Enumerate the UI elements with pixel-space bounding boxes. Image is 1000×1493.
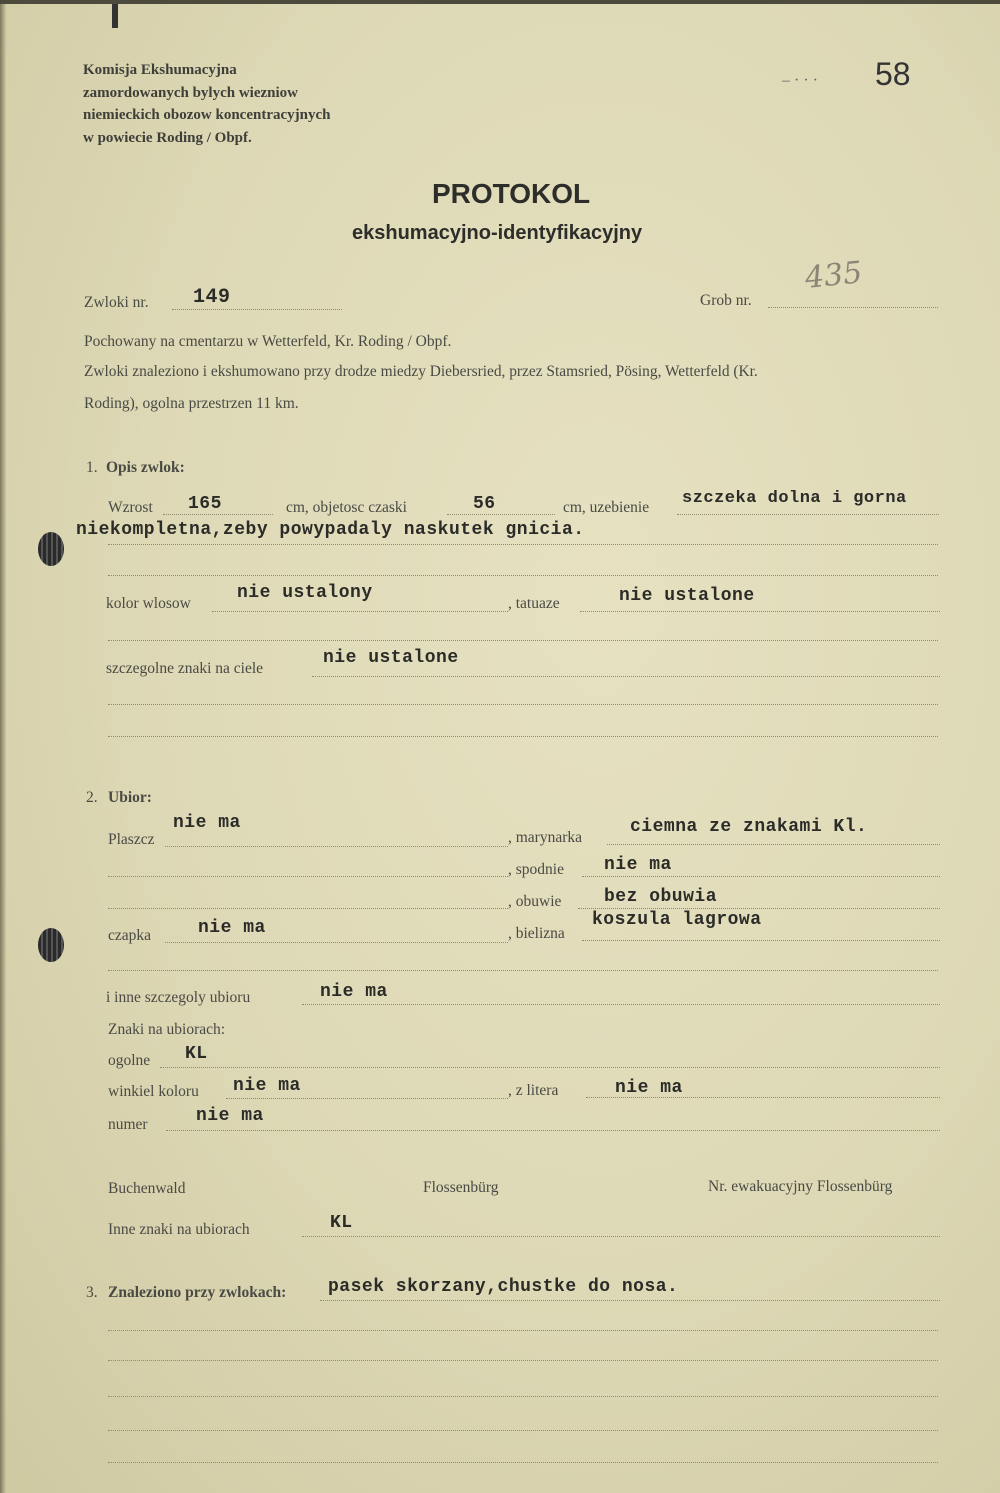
org-line-4: w powiecie Roding / Obpf. <box>83 130 252 146</box>
czapka-value: nie ma <box>198 918 266 938</box>
camp-evac-number: Nr. ewakuacyjny Flossenbürg <box>708 1178 893 1195</box>
inne-znaki-value: KL <box>330 1213 353 1233</box>
blank-line-12 <box>108 1462 938 1463</box>
ogolne-label: ogolne <box>108 1052 151 1069</box>
znaki-value: nie ustalone <box>323 648 459 668</box>
ogolne-value: KL <box>185 1044 208 1064</box>
org-line-1: Komisja Ekshumacyjna <box>83 62 237 78</box>
blank-line-4 <box>108 736 938 737</box>
uzebienie-value-continued: niekompletna,zeby powypadaly naskutek gnicia. <box>76 520 585 540</box>
top-punch-mark <box>112 0 118 28</box>
bielizna-value: koszula lagrowa <box>592 910 762 930</box>
wlosy-label: kolor wlosow <box>106 595 191 612</box>
section2-heading: Ubior: <box>108 789 152 806</box>
znaki-ubiory-heading: Znaki na ubiorach: <box>108 1021 226 1038</box>
obuwie-value: bez obuwia <box>604 887 718 907</box>
wzrost-label: Wzrost <box>108 499 153 516</box>
czaszka-line <box>447 514 555 515</box>
intro-line-3: Roding), ogolna przestrzen 11 km. <box>84 395 299 412</box>
section1-heading: Opis zwlok: <box>106 459 185 476</box>
czapka-label: czapka <box>108 927 152 944</box>
plaszcz-line <box>165 846 508 847</box>
page-number: 58 <box>875 56 911 92</box>
section2-number: 2. <box>86 789 98 806</box>
blank-line-10 <box>108 1396 938 1397</box>
wlosy-line <box>212 611 508 612</box>
intro-line-2: Zwloki znaleziono i ekshumowano przy drodze miedzy Diebersried, przez Stamsried, Pösing, Wetterfeld (Kr. <box>84 363 758 380</box>
grob-handwritten: 435 <box>803 255 864 296</box>
blank-line-6 <box>108 908 508 909</box>
uzebienie-line-2 <box>108 544 938 545</box>
section3-heading: Znaleziono przy zwlokach: <box>108 1284 287 1301</box>
inne-label: i inne szczegoly ubioru <box>106 989 251 1006</box>
plaszcz-label: Plaszcz <box>108 831 155 848</box>
camp-flossenburg: Flossenbürg <box>423 1179 499 1196</box>
camp-buchenwald: Buchenwald <box>108 1180 186 1197</box>
wlosy-value: nie ustalony <box>237 583 373 603</box>
section3-number: 3. <box>86 1284 98 1301</box>
marynarka-line <box>607 844 940 845</box>
blank-line-1 <box>108 575 938 576</box>
winkiel-value: nie ma <box>233 1076 301 1096</box>
document-subtitle: ekshumacyjno-identyfikacyjny <box>352 222 643 244</box>
czapka-line <box>165 942 508 943</box>
czaszka-value: 56 <box>473 494 496 514</box>
inne-znaki-label: Inne znaki na ubiorach <box>108 1221 250 1238</box>
winkiel-label: winkiel koloru <box>108 1083 199 1100</box>
litera-label: , z litera <box>508 1082 559 1099</box>
obuwie-label: , obuwie <box>508 893 562 910</box>
numer-label: numer <box>108 1116 148 1133</box>
blank-line-11 <box>108 1430 938 1431</box>
uzebienie-value: szczeka dolna i gorna <box>682 489 907 508</box>
grob-line <box>768 307 938 308</box>
inne-line <box>302 1004 940 1005</box>
document-title: PROTOKOL <box>432 178 591 209</box>
zwloki-line <box>172 309 342 310</box>
uzebienie-line <box>677 514 939 515</box>
page-number-dashes: – · · · <box>782 72 818 89</box>
blank-line-3 <box>108 704 938 705</box>
spodnie-label: , spodnie <box>508 861 564 878</box>
inne-value: nie ma <box>320 982 388 1002</box>
wzrost-value: 165 <box>188 494 222 514</box>
uzebienie-label: cm, uzebienie <box>563 499 650 516</box>
numer-value: nie ma <box>196 1106 264 1126</box>
winkiel-line <box>226 1098 508 1099</box>
blank-line-8 <box>108 1330 938 1331</box>
litera-value: nie ma <box>615 1078 683 1098</box>
wzrost-line <box>163 514 273 515</box>
grob-label: Grob nr. <box>700 292 752 309</box>
numer-line <box>166 1130 940 1131</box>
obuwie-line <box>578 908 940 909</box>
marynarka-label: , marynarka <box>508 829 583 846</box>
org-line-3: niemieckich obozow koncentracyjnych <box>83 107 331 123</box>
punch-hole-upper <box>38 532 64 566</box>
marynarka-value: ciemna ze znakami Kl. <box>630 817 868 837</box>
ogolne-line <box>160 1067 940 1068</box>
tatuaze-value: nie ustalone <box>619 586 755 606</box>
tatuaze-line <box>580 611 940 612</box>
bielizna-line <box>582 940 940 941</box>
punch-hole-lower <box>38 928 64 962</box>
org-line-2: zamordowanych bylych wiezniow <box>83 85 298 101</box>
czaszka-label: cm, objetosc czaski <box>286 499 407 516</box>
intro-line-1: Pochowany na cmentarzu w Wetterfeld, Kr. Roding / Obpf. <box>84 333 452 350</box>
spodnie-line <box>582 876 940 877</box>
blank-line-2 <box>108 640 938 641</box>
plaszcz-value: nie ma <box>173 813 241 833</box>
spodnie-value: nie ma <box>604 855 672 875</box>
blank-line-5 <box>108 876 508 877</box>
tatuaze-label: , tatuaze <box>508 595 560 612</box>
section1-number: 1. <box>86 459 98 476</box>
blank-line-9 <box>108 1360 938 1361</box>
znaki-label: szczegolne znaki na ciele <box>106 660 264 677</box>
blank-line-7 <box>108 970 938 971</box>
section3-value: pasek skorzany,chustke do nosa. <box>328 1277 679 1297</box>
zwloki-label: Zwloki nr. <box>84 294 149 311</box>
inne-znaki-line <box>302 1236 940 1237</box>
bielizna-label: , bielizna <box>508 925 565 942</box>
section3-line <box>320 1300 940 1301</box>
znaki-line <box>312 676 940 677</box>
zwloki-value: 149 <box>193 286 231 309</box>
